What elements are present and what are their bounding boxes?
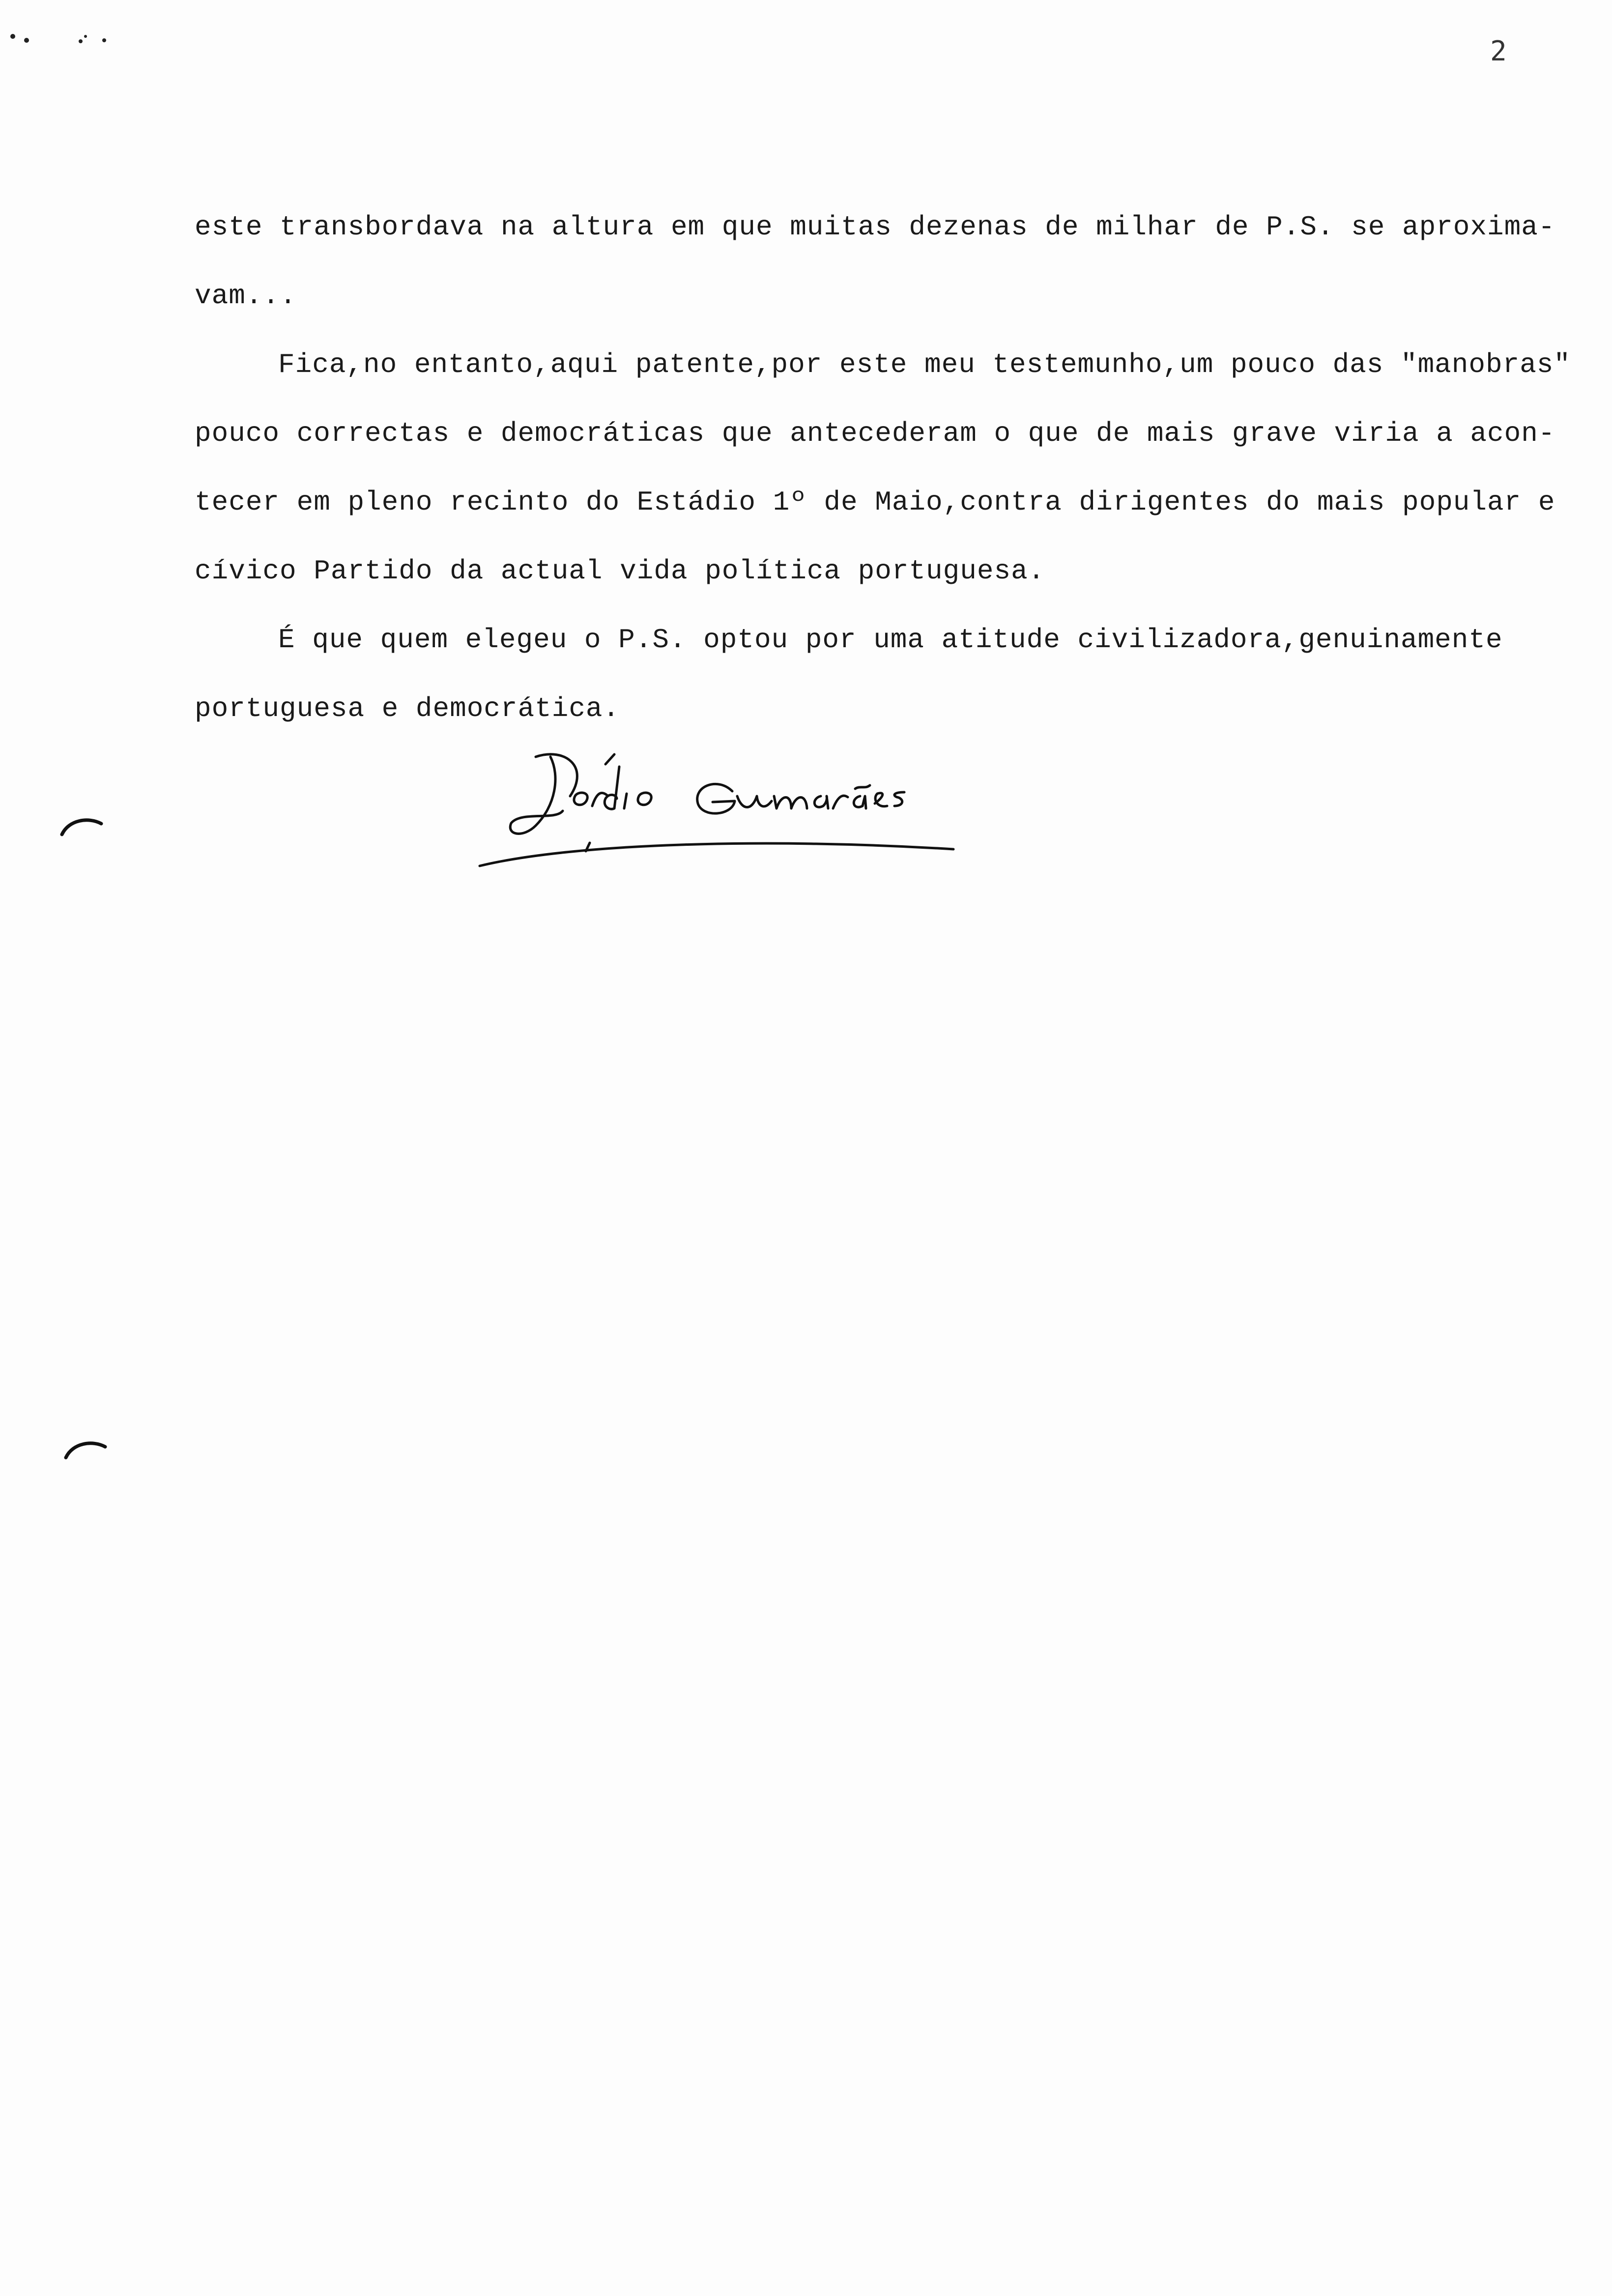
text-line: É que quem elegeu o P.S. optou por uma atitude civilizadora,genuinamente [278,624,1503,656]
text-line: vam... [195,280,297,312]
text-line: Fica,no entanto,aqui patente,por este meu testemunho,um pouco das "manobras" [278,349,1571,380]
text-line: portuguesa e democrática. [195,693,620,724]
text-line: tecer em pleno recinto do Estádio 1º de Maio,contra dirigentes do mais popular e [195,487,1555,518]
punch-hole-mark [63,1440,107,1460]
scan-specks [7,29,115,54]
text-line: este transbordava na altura em que muitas dezenas de milhar de P.S. se aproxima- [195,211,1555,243]
punch-hole-mark [59,817,103,836]
text-line: cívico Partido da actual vida política portuguesa. [195,555,1045,587]
page-number: 2 [1490,35,1507,67]
letter-body [195,193,1590,743]
handwritten-signature [477,737,968,885]
text-line: pouco correctas e democráticas que antecederam o que de mais grave viria a acon- [195,418,1555,449]
